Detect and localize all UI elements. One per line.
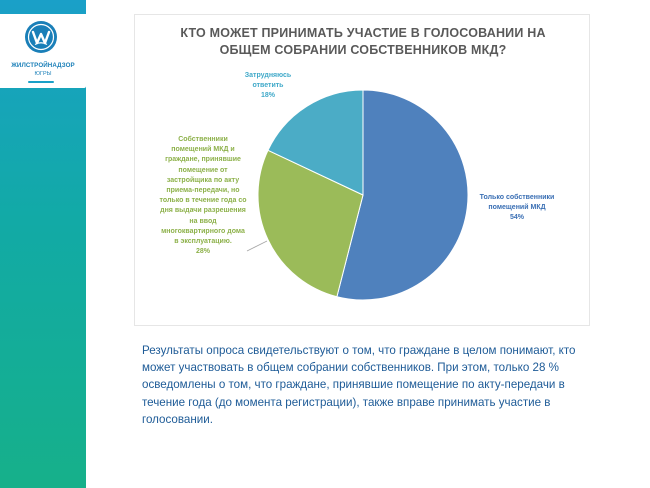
logo-region: ЮГРЫ: [34, 71, 52, 77]
logo-name: ЖИЛСТРОЙНАДЗОР: [11, 62, 75, 69]
data-label-green-line: граждане, принявшие: [165, 156, 241, 164]
chart-title-line-1: КТО МОЖЕТ ПРИНИМАТЬ УЧАСТИЕ В ГОЛОСОВАНИИ НА: [180, 26, 546, 40]
data-label-green: [147, 135, 259, 257]
data-label-green-line: приема-передачи, но: [166, 187, 240, 195]
data-label-blue-line: помещений МКД: [488, 204, 546, 212]
data-label-green-line: многоквартирного дома: [161, 227, 245, 235]
data-label-green-line: только в течение года со: [159, 197, 247, 205]
logo-emblem-icon: [24, 20, 58, 54]
data-label-blue-value: 54%: [509, 214, 524, 222]
data-label-teal-value: 18%: [260, 92, 275, 100]
data-label-green-line: в эксплуатацию.: [174, 238, 232, 246]
data-label-teal-line: Затрудняюсь: [244, 72, 292, 79]
data-label-blue: [469, 193, 565, 224]
data-label-green-line: помещений МКД и: [171, 146, 235, 154]
data-label-green-line: застройщика по акту: [166, 176, 240, 184]
chart-panel: [134, 14, 590, 326]
survey-caption: Результаты опроса свидетельствуют о том, что граждане в целом понимают, кто может участвовать в общем собрании собственников. При этом, только 28 % осведомлены о том, что граждане, принявшие помещение по акту-передачи в течение года (до момента регистрации), также вправе принимать участие в голосовании.: [142, 344, 576, 426]
data-label-blue-line: Только собственники: [479, 194, 555, 201]
logo-divider: [28, 81, 54, 83]
data-label-green-line: помещение от: [178, 166, 228, 174]
data-label-green-line: Собственники: [178, 136, 228, 143]
logo: [0, 14, 86, 88]
data-label-green-line: на ввод: [189, 217, 217, 225]
brand-sidebar: [0, 0, 86, 488]
data-label-green-value: 28%: [195, 248, 210, 256]
data-label-green-line: дня выдачи разрешения: [160, 207, 246, 215]
chart-title-line-2: ОБЩЕМ СОБРАНИИ СОБСТВЕННИКОВ МКД?: [219, 43, 507, 57]
data-label-teal: [223, 71, 313, 102]
data-label-teal-line: ответить: [252, 82, 284, 90]
